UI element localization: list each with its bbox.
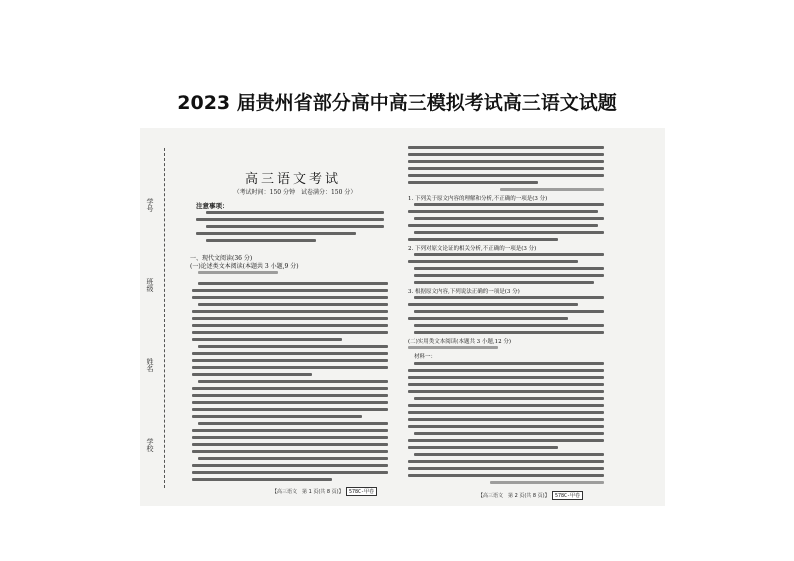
left-page-footer: 【高三语文 第 1 页(共 8 页)】 [272, 489, 344, 495]
right-question-3: 3. 根据原文内容,下列说法正确的一项是(3 分) [408, 289, 520, 295]
left-page-code: 578C-甲卷 [346, 487, 377, 496]
binding-label-student-id: 学号 [146, 198, 154, 212]
right-page-footer: 【高三语文 第 2 页(共 8 页)】 [478, 493, 550, 499]
right-question-1: 1. 下列关于原文内容的理解和分析,不正确的一项是(3 分) [408, 196, 548, 202]
passage-one-heading: (一)论述类文本阅读(本题共 3 小题,9 分) [190, 263, 299, 270]
binding-label-school: 学校 [146, 438, 154, 452]
notice-heading: 注意事项： [196, 202, 229, 210]
exam-title: 高三语文考试 [245, 172, 342, 187]
section-one-heading: 一、现代文阅读(36 分) [190, 255, 253, 262]
binding-label-name: 姓名 [146, 358, 154, 372]
right-question-2: 2. 下列对原文论证的相关分析,不正确的一项是(3 分) [408, 246, 537, 252]
document-title: 2023 届贵州省部分高中高三模拟考试高三语文试题 [177, 92, 617, 114]
passage-two-heading: (二)实用类文本阅读(本题共 3 小题,12 分) [408, 339, 512, 345]
right-page-code: 578C-甲卷 [552, 491, 583, 500]
binding-strip [140, 128, 188, 506]
seal-line [164, 148, 165, 488]
material-one-label: 材料一： [414, 354, 437, 360]
exam-meta: （考试时间：150 分钟 试卷满分：150 分） [233, 189, 357, 196]
binding-label-class: 班级 [146, 278, 154, 292]
